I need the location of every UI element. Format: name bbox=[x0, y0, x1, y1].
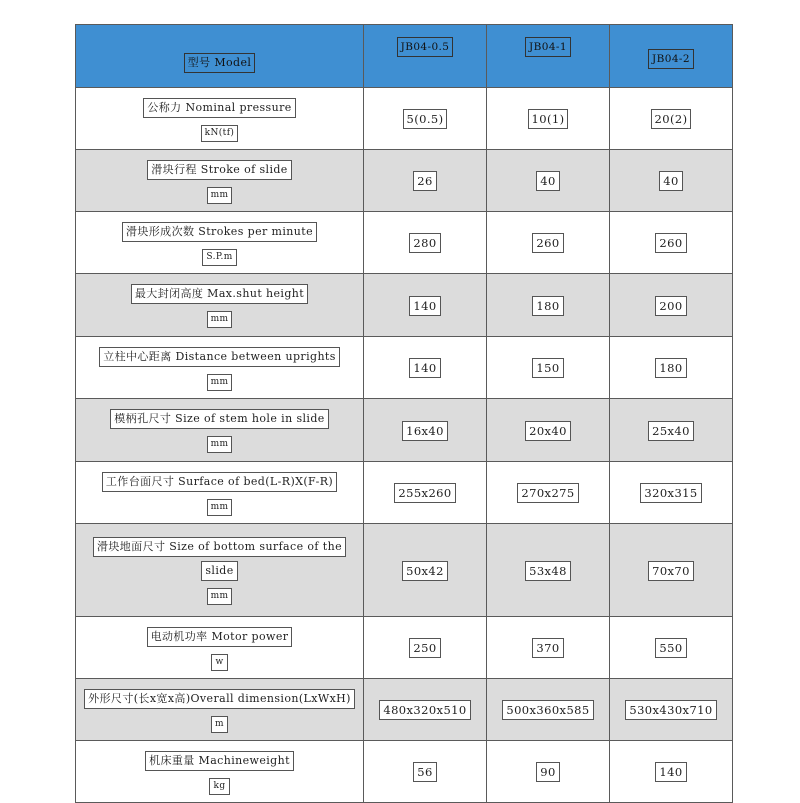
unit-label: S.P.m bbox=[202, 249, 236, 266]
parameter-cell bbox=[76, 462, 364, 524]
value-cell bbox=[610, 462, 733, 524]
parameter-cell bbox=[76, 524, 364, 617]
spec-value: 40 bbox=[536, 171, 559, 191]
spec-value: 16x40 bbox=[402, 421, 448, 441]
spec-value: 370 bbox=[532, 638, 563, 658]
spec-value: 10(1) bbox=[528, 109, 569, 129]
table-row bbox=[76, 399, 733, 462]
value-cell bbox=[487, 462, 610, 524]
model-header-cell bbox=[610, 25, 733, 88]
parameter-label: 工作台面尺寸 Surface of bed(L-R)X(F-R) bbox=[102, 472, 337, 492]
spec-value: 260 bbox=[532, 233, 563, 253]
parameter-label: 模柄孔尺寸 Size of stem hole in slide bbox=[110, 409, 328, 429]
value-cell bbox=[610, 399, 733, 462]
value-cell bbox=[487, 741, 610, 803]
parameter-label: 机床重量 Machineweight bbox=[145, 751, 294, 771]
spec-value: 53x48 bbox=[525, 561, 571, 581]
value-cell bbox=[610, 150, 733, 212]
parameter-cell bbox=[76, 399, 364, 462]
spec-value: 90 bbox=[536, 762, 559, 782]
header-row bbox=[76, 25, 733, 88]
unit-label: m bbox=[211, 716, 228, 733]
value-cell bbox=[487, 399, 610, 462]
value-cell bbox=[610, 88, 733, 150]
value-cell bbox=[487, 617, 610, 679]
parameter-cell bbox=[76, 212, 364, 274]
value-cell bbox=[364, 274, 487, 337]
table-row bbox=[76, 337, 733, 399]
value-cell bbox=[364, 617, 487, 679]
value-cell bbox=[487, 679, 610, 741]
spec-value: 180 bbox=[532, 296, 563, 316]
spec-value: 25x40 bbox=[648, 421, 694, 441]
spec-value: 50x42 bbox=[402, 561, 448, 581]
value-cell bbox=[610, 337, 733, 399]
unit-label: mm bbox=[207, 499, 233, 516]
value-cell bbox=[364, 462, 487, 524]
spec-value: 500x360x585 bbox=[502, 700, 593, 720]
table-row bbox=[76, 617, 733, 679]
parameter-cell bbox=[76, 150, 364, 212]
table-row bbox=[76, 741, 733, 803]
parameter-cell bbox=[76, 679, 364, 741]
value-cell bbox=[364, 399, 487, 462]
parameter-label: 外形尺寸(长x宽x高)Overall dimension(LxWxH) bbox=[84, 689, 355, 709]
unit-label: mm bbox=[207, 588, 233, 605]
spec-value: 150 bbox=[532, 358, 563, 378]
value-cell bbox=[364, 524, 487, 617]
spec-value: 20(2) bbox=[651, 109, 692, 129]
parameter-label: 滑块地面尺寸 Size of bottom surface of the bbox=[93, 537, 346, 557]
model-name: JB04-0.5 bbox=[397, 37, 454, 57]
model-name: JB04-1 bbox=[525, 37, 571, 57]
spec-table bbox=[75, 24, 733, 803]
parameter-label: 公称力 Nominal pressure bbox=[143, 98, 295, 118]
parameter-cell bbox=[76, 274, 364, 337]
parameter-cell bbox=[76, 337, 364, 399]
table-row bbox=[76, 679, 733, 741]
spec-value: 40 bbox=[659, 171, 682, 191]
value-cell bbox=[364, 679, 487, 741]
value-cell bbox=[487, 150, 610, 212]
table-row bbox=[76, 274, 733, 337]
value-cell bbox=[364, 212, 487, 274]
spec-value: 550 bbox=[655, 638, 686, 658]
value-cell bbox=[364, 88, 487, 150]
spec-value: 140 bbox=[409, 296, 440, 316]
parameter-cell bbox=[76, 88, 364, 150]
table-row bbox=[76, 524, 733, 617]
spec-value: 255x260 bbox=[394, 483, 455, 503]
spec-value: 26 bbox=[413, 171, 436, 191]
value-cell bbox=[487, 212, 610, 274]
value-cell bbox=[364, 337, 487, 399]
value-cell bbox=[364, 150, 487, 212]
spec-value: 270x275 bbox=[517, 483, 578, 503]
table-row bbox=[76, 462, 733, 524]
value-cell bbox=[610, 741, 733, 803]
value-cell bbox=[487, 88, 610, 150]
spec-body bbox=[76, 88, 733, 803]
spec-value: 180 bbox=[655, 358, 686, 378]
spec-value: 5(0.5) bbox=[403, 109, 448, 129]
parameter-label: 立柱中心距离 Distance between uprights bbox=[99, 347, 340, 367]
spec-value: 260 bbox=[655, 233, 686, 253]
unit-label: kg bbox=[209, 778, 229, 795]
spec-value: 70x70 bbox=[648, 561, 694, 581]
value-cell bbox=[610, 679, 733, 741]
parameter-label: 电动机功率 Motor power bbox=[147, 627, 293, 647]
model-header-cell bbox=[364, 25, 487, 88]
parameter-label: 滑块形成次数 Strokes per minute bbox=[122, 222, 317, 242]
unit-label: mm bbox=[207, 436, 233, 453]
table-row bbox=[76, 150, 733, 212]
parameter-label: 滑块行程 Stroke of slide bbox=[147, 160, 291, 180]
spec-value: 140 bbox=[409, 358, 440, 378]
value-cell bbox=[610, 524, 733, 617]
parameter-label: 最大封闭高度 Max.shut height bbox=[131, 284, 308, 304]
value-cell bbox=[487, 524, 610, 617]
parameter-label-continued: slide bbox=[201, 561, 237, 581]
spec-value: 20x40 bbox=[525, 421, 571, 441]
unit-label: mm bbox=[207, 374, 233, 391]
unit-label: w bbox=[211, 654, 227, 671]
value-cell bbox=[610, 274, 733, 337]
parameter-cell bbox=[76, 741, 364, 803]
spec-value: 56 bbox=[413, 762, 436, 782]
spec-value: 200 bbox=[655, 296, 686, 316]
spec-value: 250 bbox=[409, 638, 440, 658]
model-label: 型号 Model bbox=[184, 53, 256, 73]
model-label-cell bbox=[76, 25, 364, 88]
spec-value: 480x320x510 bbox=[379, 700, 470, 720]
model-name: JB04-2 bbox=[648, 49, 694, 69]
unit-label: kN(tf) bbox=[201, 125, 239, 142]
spec-value: 320x315 bbox=[640, 483, 701, 503]
value-cell bbox=[610, 212, 733, 274]
model-header-cell bbox=[487, 25, 610, 88]
spec-value: 530x430x710 bbox=[625, 700, 716, 720]
value-cell bbox=[487, 274, 610, 337]
unit-label: mm bbox=[207, 187, 233, 204]
table-row bbox=[76, 212, 733, 274]
spec-value: 140 bbox=[655, 762, 686, 782]
value-cell bbox=[364, 741, 487, 803]
value-cell bbox=[610, 617, 733, 679]
spec-value: 280 bbox=[409, 233, 440, 253]
table-row bbox=[76, 88, 733, 150]
unit-label: mm bbox=[207, 311, 233, 328]
parameter-cell bbox=[76, 617, 364, 679]
value-cell bbox=[487, 337, 610, 399]
